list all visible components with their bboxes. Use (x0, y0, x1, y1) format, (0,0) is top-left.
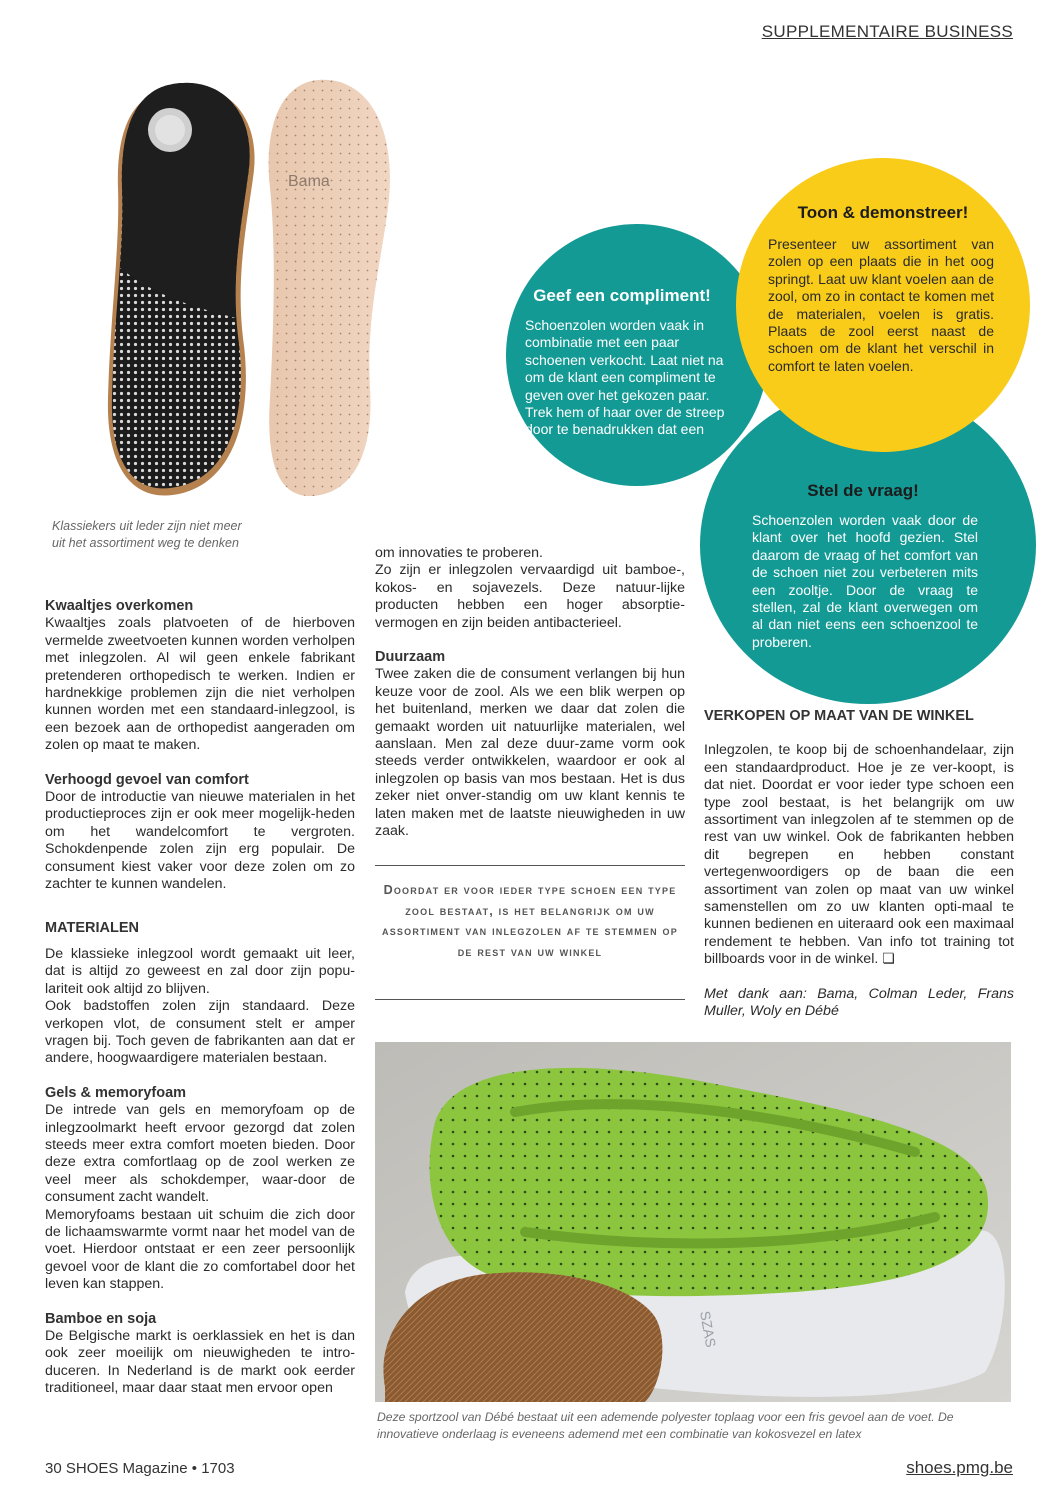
circle-compliment (506, 224, 768, 486)
article-column-1 (45, 598, 355, 1398)
photo-sport-insole (375, 1042, 1011, 1402)
heading-materialen: MATERIALEN (45, 919, 139, 936)
heading-bamboe: Bamboe en soja (45, 1310, 157, 1327)
demonstrate-title: Toon & demonstreer! (797, 203, 969, 222)
page-number: 30 (45, 1460, 62, 1477)
paragraph-continued: om innovaties te proberen. (375, 545, 543, 561)
paragraph-materialen-1: De klassieke inlegzool wordt gemaakt uit leer, dat is altijd zo geweest en zal door zijn popu-lariteit ook altijd zo blijven. (45, 945, 355, 997)
article-column-2 (375, 545, 685, 841)
question-text: Schoenzolen worden vaak door de klant over het hoofd gezien. Stel daarom de vraag of het comfort van de schoen niet zou verbeteren mits een zooltje. Door de vraag te stellen, zal de klant overwegen om al dan niet eens een schoenzool te proberen. (752, 512, 978, 650)
issue-number: 1703 (201, 1460, 235, 1477)
acknowledgements: Met dank aan: Bama, Colman Leder, Frans Muller, Woly en Débé (704, 985, 1014, 1020)
paragraph-materialen-2: Ook badstoffen zolen zijn standaard. Deze verkopen vlot, de consument stelt er amper vragen bij. Toch geven de fabrikanten aan dat er andere, hoogwaardigere materialen bestaan. (45, 998, 355, 1067)
end-mark-icon: ❏ (882, 951, 895, 968)
photo-top-caption: Klassiekers uit leder zijn niet meer uit het assortiment weg te denken (52, 519, 242, 550)
heading-gels: Gels & memoryfoam (45, 1084, 187, 1101)
heading-comfort: Verhoogd gevoel van comfort (45, 771, 249, 788)
pull-quote (375, 865, 685, 1000)
paragraph-bamboe: De Belgische markt is oerklassiek en het is dan ook zeer moeilijk om nieuwigheden te intro-duceren. In Nederland is de markt ook eerder traditioneel, maar daar staat men ervoor open (45, 1328, 355, 1397)
paragraph-verkopen: Inlegzolen, te koop bij de schoenhandelaar, zijn een standaardproduct. Hoe je ze ver-koopt, is dat niet. Doordat er voor ieder type schoen een type zool bestaat, is het belangrijk om uw assortiment van inlegzolen af te stemmen op de rest van uw winkel. Ook de fabrikanten hebben dit begrepen en hebben constant vertegenwoordigers op de baan die een assortiment van zolen op maat van uw winkel samenstellen om zo uw klanten opti-maal te kunnen bedienen en uiteraard ook een maximaal rendement te hebben. Van info tot training tot billboards voor in de winkel. ❏ (704, 742, 1014, 968)
heading-verkopen: VERKOPEN OP MAAT VAN DE WINKEL (704, 708, 974, 724)
article-column-3 (704, 708, 1014, 1021)
circle-demonstrate (736, 158, 1030, 452)
compliment-title: Geef een compliment! (533, 286, 711, 305)
footer-page-info: 30 SHOES Magazine • 1703 (45, 1460, 235, 1477)
compliment-text: Schoenzolen worden vaak in combinatie met een paar schoenen verkocht. Laat niet na om de klant een compliment te geven over het gekozen paar. Trek hem of haar over de streep door te benadrukken dat een (525, 317, 725, 438)
heading-kwaaltjes: Kwaaltjes overkomen (45, 598, 194, 614)
insole-print: SZAS (697, 1309, 720, 1349)
paragraph-kwaaltjes: Kwaaltjes zoals platvoeten of de hierboven vermelde zweetvoeten kunnen worden verholpen met inlegzolen. Al wil geen enkele fabrikant pretenderen orthopedisch te werken. Indien er hardnekkige problemen zijn die niet verholpen kunnen worden met een standaard-inlegzool, is een bezoek aan de orthopedist aangeraden om zolen op maat te maken. (45, 615, 355, 754)
section-tag: SUPPLEMENTAIRE BUSINESS (761, 22, 1013, 41)
magazine-name: SHOES Magazine (65, 1460, 188, 1477)
bama-brand-mark: Bama (288, 173, 330, 190)
photo-bottom-caption: Deze sportzool van Débé bestaat uit een ademende polyester toplaag voor een fris gevoel aan de voet. De innovatieve onderlaag is eveneens ademend met een combinatie van kokosvezel en latex (377, 1410, 954, 1441)
pull-quote-text: Doordat er voor ieder type schoen een type zool bestaat, is het belangrijk om uw assortiment van inlegzolen af te stemmen op de rest van uw winkel (382, 883, 678, 959)
paragraph-vezels: Zo zijn er inlegzolen vervaardigd uit bamboe-, kokos- en sojavezels. Deze natuur-lijke producten hebben een hoger absorptie-vermogen en zijn beiden antibacterieel. (375, 562, 685, 631)
demonstrate-text: Presenteer uw assortiment van zolen op een plaats die in het oog springt. Laat uw klant voelen aan de zool, om zo in contact te komen met de materialen, voelen is gratis. Plaats de zool eerst naast de schoen om de klant het verschil in comfort te laten voelen. (768, 236, 994, 374)
heading-duurzaam: Duurzaam (375, 649, 446, 666)
question-title: Stel de vraag! (807, 481, 919, 500)
paragraph-duurzaam: Twee zaken die de consument verlangen bij hun keuze voor de zool. Als we een blik werpen op het buitenland, merken we daar dat zolen die gemaakt worden uit natuurlijke materialen, wel aanslaan. Men zal deze duur-zame vorm ook steeds verder ontwikkelen, waardoor er ook al inlegzolen op basis van mos bestaan. Het is dus zeker niet onver-standig om uw klant kennis te laten maken met de laatste nieuwigheden in uw zaak. (375, 666, 685, 840)
paragraph-gels-1: De intrede van gels en memoryfoam op de inlegzoolmarkt heeft ervoor gezorgd dat zolen steeds meer extra comfort moeten bieden. Door deze extra comfortlaag op de zool werken ze veel meer als schokdemper, waar-door de consument zacht wandelt. (45, 1102, 355, 1206)
paragraph-gels-2: Memoryfoams bestaan uit schuim die zich door de lichaamswarmte vormt naar het model van de voet. Hierdoor ontstaat er een zeer persoonlijk gevoel voor de klant die zo comfortabel door het leven kan stappen. (45, 1206, 355, 1293)
paragraph-comfort: Door de introductie van nieuwe materialen in het productieproces zijn er ook meer mogelijk-heden om het wandelcomfort te vergroten. Schokdenpende zolen zijn erg populair. De consument kiest vaker voor deze zolen om zo zachter te kunnen wandelen. (45, 789, 355, 893)
photo-leather-insoles (48, 68, 418, 508)
footer-url-link[interactable]: shoes.pmg.be (906, 1458, 1013, 1477)
